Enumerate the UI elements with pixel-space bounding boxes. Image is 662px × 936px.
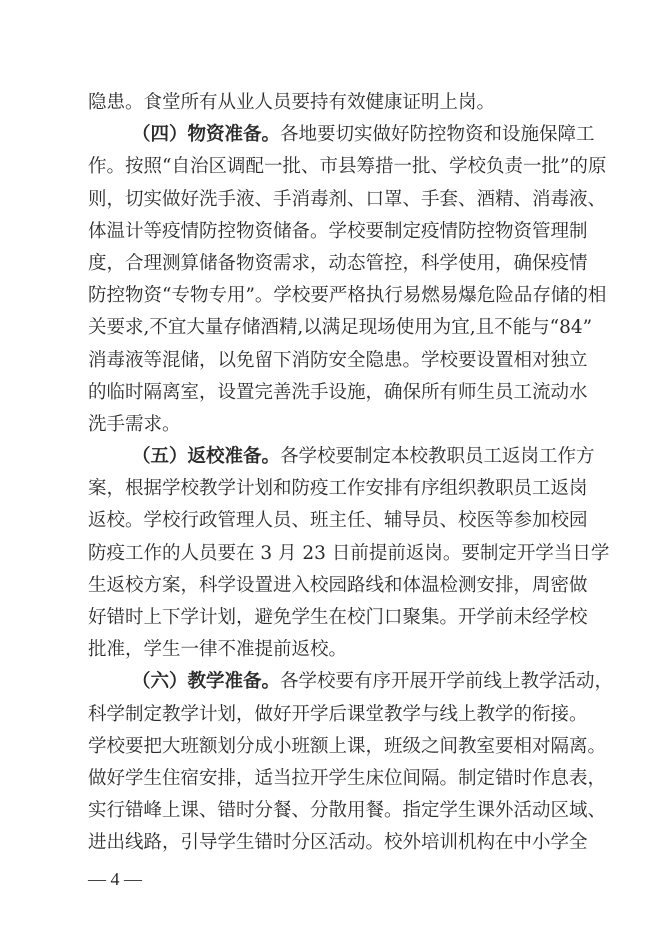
text-line	[88, 505, 588, 537]
line-text: 各学校要有序开展开学前线上教学活动，	[280, 671, 614, 693]
text-line	[88, 409, 576, 441]
page-number: — 4 —	[88, 869, 142, 889]
section-heading-line	[88, 666, 614, 698]
line-text: 做好学生住宿安排，适当拉开学生床位间隔。制定错时作息表，	[88, 767, 607, 789]
section-title: （五）返校准备。	[132, 446, 281, 468]
text-line	[88, 473, 588, 505]
text-line	[88, 248, 588, 280]
line-text: 作。按照“自治区调配一批、市县筹措一批、学校负责一批”的原	[88, 156, 607, 178]
section-title: （四）物资准备。	[132, 124, 281, 146]
line-text: 关要求,不宜大量存储酒精,以满足现场使用为宜,且不能与“84”	[88, 317, 593, 339]
line-text: 体温计等疫情防控物资储备。学校要制定疫情防控物资管理制	[88, 220, 588, 242]
line-text: 洗手需求。	[88, 413, 181, 435]
line-text: 度，合理测算储备物资需求，动态管控，科学使用，确保疫情	[88, 252, 588, 274]
line-text: 各地要切实做好防控物资和设施保障工	[280, 124, 595, 146]
section-heading-line	[88, 441, 595, 473]
line-text: 批准，学生一律不准提前返校。	[88, 639, 348, 661]
section-title: （六）教学准备。	[132, 671, 281, 693]
line-text: 进出线路，引导学生错时分区活动。校外培训机构在中小学全	[88, 832, 588, 854]
line-text: 防控物资“专物专用”。学校要严格执行易燃易爆危险品存储的相	[88, 285, 607, 307]
line-text: 生返校方案，科学设置进入校园路线和体温检测安排，周密做	[88, 574, 588, 596]
line-text: 返校。学校行政管理人员、班主任、辅导员、校医等参加校园	[88, 510, 588, 532]
text-line	[88, 731, 607, 763]
line-text: 实行错峰上课、错时分餐、分散用餐。指定学生课外活动区域、	[88, 800, 607, 822]
line-text: 学校要把大班额划分成小班额上课，班级之间教室要相对隔离。	[88, 735, 607, 757]
line-text: 案，根据学校教学计划和防疫工作安排有序组织教职员工返岗	[88, 478, 588, 500]
line-text: 的临时隔离室，设置完善洗手设施，确保所有师生员工流动水	[88, 381, 588, 403]
line-text: 科学制定教学计划，做好开学后课堂教学与线上教学的衔接。	[88, 703, 588, 725]
text-line	[88, 538, 610, 570]
text-line	[88, 87, 576, 119]
text-line	[88, 827, 588, 859]
text-line	[88, 312, 593, 344]
text-line	[88, 280, 607, 312]
text-line	[88, 216, 588, 248]
document-body	[88, 87, 614, 860]
line-text: 各学校要制定本校教职员工返岗工作方	[280, 446, 595, 468]
text-line	[88, 184, 607, 216]
text-line	[88, 151, 607, 183]
line-text: 隐患。食堂所有从业人员要持有效健康证明上岗。	[88, 92, 496, 113]
line-text: 则，切实做好洗手液、手消毒剂、口罩、手套、酒精、消毒液、	[88, 188, 607, 210]
line-text: 防疫工作的人员要在 3 月 23 日前提前返岗。要制定开学当日学	[88, 542, 610, 564]
text-line	[88, 570, 588, 602]
text-line	[88, 345, 588, 377]
text-line	[88, 634, 576, 666]
section-heading-line	[88, 119, 595, 151]
text-line	[88, 602, 588, 634]
line-text: 消毒液等混储，以免留下消防安全隐患。学校要设置相对独立	[88, 349, 588, 371]
text-line	[88, 763, 607, 795]
line-text: 好错时上下学计划，避免学生在校门口聚集。开学前未经学校	[88, 607, 588, 628]
text-line	[88, 699, 588, 731]
text-line	[88, 795, 607, 827]
text-line	[88, 377, 588, 409]
